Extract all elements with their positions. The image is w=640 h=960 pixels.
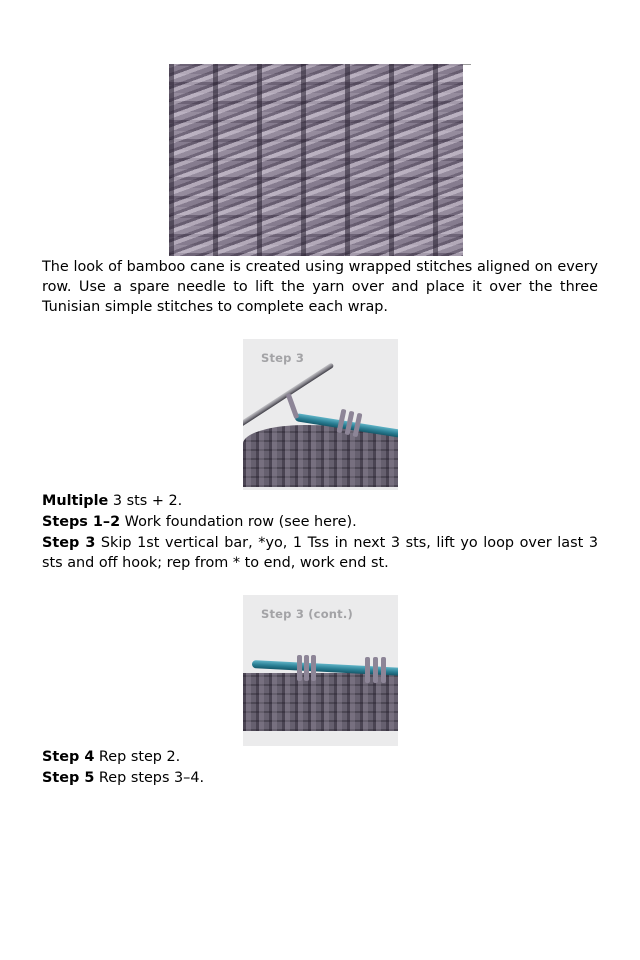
instruction-steps-1-2 (42, 512, 598, 532)
image-edge-line (463, 64, 471, 65)
photo-caption: Step 3 (cont.) (261, 607, 353, 621)
instruction-text: Skip 1st vertical bar, *yo, 1 Tss in next 3 sts, lift yo loop over last 3 sts and off hook; rep from * to end, work end st. (42, 535, 598, 571)
instruction-text: Rep steps 3–4. (94, 770, 205, 786)
yarn-wrap (365, 657, 370, 683)
yarn-wrap (297, 655, 302, 681)
yarn-wrap (381, 657, 386, 683)
intro-paragraph: The look of bamboo cane is created using wrapped stitches aligned on every row. Use a spare needle to lift the yarn over and place it over the three Tunisian simple stitches to complete each wrap. (42, 259, 598, 315)
bamboo-stitch-swatch-image (169, 64, 463, 256)
instruction-label: Steps 1–2 (42, 514, 121, 530)
instruction-label: Step 5 (42, 770, 95, 786)
fabric-rows (243, 425, 398, 487)
instruction-multiple (42, 491, 598, 511)
yarn-wrap (373, 657, 378, 683)
yarn-wrap (311, 655, 316, 681)
instruction-text: 3 sts + 2. (108, 493, 183, 509)
instruction-label: Step 4 (42, 749, 95, 765)
instruction-step-4 (42, 747, 598, 767)
instruction-label: Step 3 (42, 535, 96, 551)
instruction-label: Multiple (42, 493, 109, 509)
instruction-text: Work foundation row (see here). (120, 514, 357, 530)
instruction-text: Rep step 2. (94, 749, 181, 765)
instruction-step-5 (42, 768, 598, 788)
step-3-cont-photo (243, 595, 398, 746)
yarn-wrap (304, 655, 309, 681)
instruction-step-3 (42, 533, 598, 573)
step-3-photo (243, 339, 398, 490)
photo-caption: Step 3 (261, 351, 305, 365)
yarn-over-loop (286, 393, 300, 419)
